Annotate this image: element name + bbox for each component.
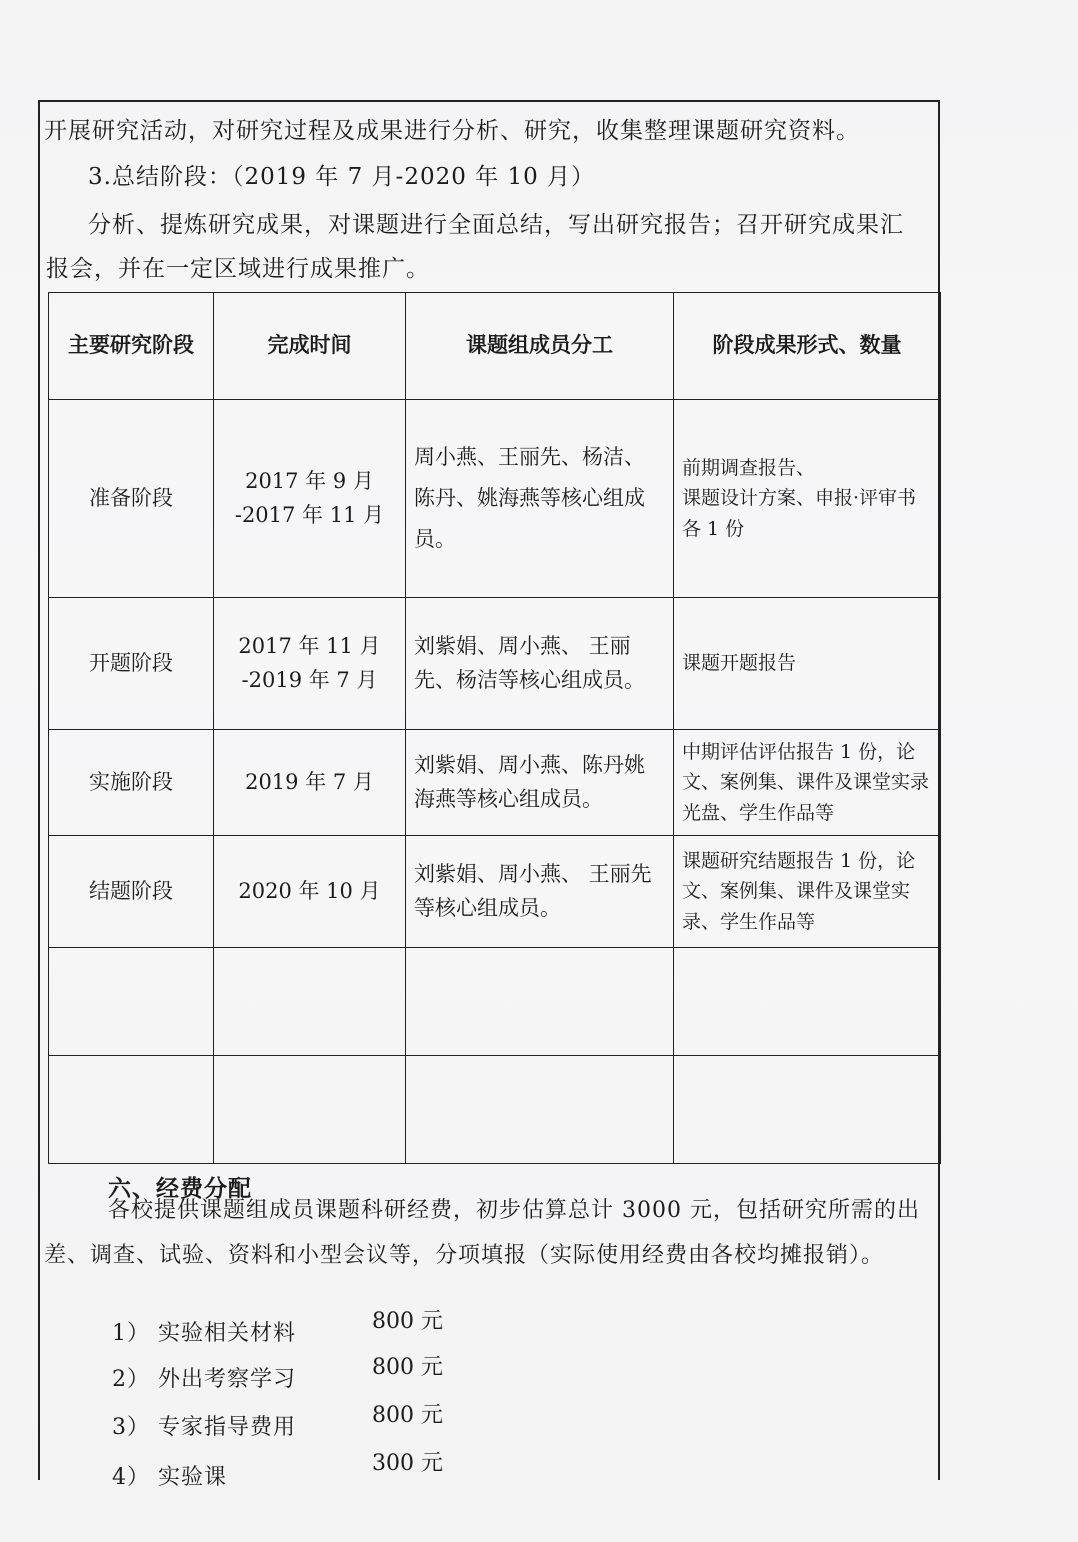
cell-stage: 准备阶段 xyxy=(49,400,214,598)
table-row xyxy=(49,730,941,836)
intro-line-4: 报会，并在一定区域进行成果推广。 xyxy=(46,256,430,282)
table-row xyxy=(49,598,941,730)
cell-members: 周小燕、王丽先、杨洁、陈丹、姚海燕等核心组成员。 xyxy=(406,400,674,598)
budget-item-label: 1） 实验相关材料 xyxy=(112,1321,296,1346)
cell-time: 2017 年 11 月 -2019 年 7 月 xyxy=(214,598,406,730)
table-row xyxy=(49,1056,941,1164)
cell-members xyxy=(406,948,674,1056)
cell-output: 中期评估评估报告 1 份，论文、案例集、课件及课堂实录光盘、学生作品等 xyxy=(674,730,941,836)
header-stage: 主要研究阶段 xyxy=(49,293,214,400)
cell-members: 刘紫娟、周小燕、 王丽先等核心组成员。 xyxy=(406,836,674,948)
intro-line-1: 开展研究活动，对研究过程及成果进行分析、研究，收集整理课题研究资料。 xyxy=(44,118,860,144)
table-row xyxy=(49,948,941,1056)
section-heading-funding: 六、经费分配 xyxy=(108,1176,252,1202)
budget-item-label: 3） 专家指导费用 xyxy=(112,1415,296,1440)
cell-time: 2020 年 10 月 xyxy=(214,836,406,948)
cell-time xyxy=(214,1056,406,1164)
cell-stage: 开题阶段 xyxy=(49,598,214,730)
cell-output: 前期调查报告、 课题设计方案、申报·评审书各 1 份 xyxy=(674,400,941,598)
cell-members: 刘紫娟、周小燕、陈丹姚海燕等核心组成员。 xyxy=(406,730,674,836)
table-row xyxy=(49,836,941,948)
cell-time: 2019 年 7 月 xyxy=(214,730,406,836)
cell-output xyxy=(674,1056,941,1164)
funding-para-2: 差、调查、试验、资料和小型会议等，分项填报（实际使用经费由各校均摊报销）。 xyxy=(44,1243,885,1268)
cell-members: 刘紫娟、周小燕、 王丽先、杨洁等核心组成员。 xyxy=(406,598,674,730)
cell-stage: 结题阶段 xyxy=(49,836,214,948)
header-members: 课题组成员分工 xyxy=(406,293,674,400)
table-header-row xyxy=(49,293,941,400)
cell-stage xyxy=(49,948,214,1056)
budget-item-amount: 800 元 xyxy=(372,1355,443,1380)
intro-line-2: 3.总结阶段：（2019 年 7 月-2020 年 10 月） xyxy=(88,164,596,190)
cell-output: 课题开题报告 xyxy=(674,598,941,730)
intro-line-3: 分析、提炼研究成果，对课题进行全面总结，写出研究报告；召开研究成果汇 xyxy=(88,212,904,238)
header-output: 阶段成果形式、数量 xyxy=(674,293,941,400)
research-plan-table xyxy=(48,292,941,1164)
budget-item-label: 4） 实验课 xyxy=(112,1465,227,1490)
funding-para-1: 各校提供课题组成员课题科研经费，初步估算总计 3000 元，包括研究所需的出 xyxy=(108,1198,920,1223)
budget-item-amount: 800 元 xyxy=(372,1309,443,1334)
cell-stage: 实施阶段 xyxy=(49,730,214,836)
cell-members xyxy=(406,1056,674,1164)
budget-item-amount: 800 元 xyxy=(372,1403,443,1428)
cell-stage xyxy=(49,1056,214,1164)
budget-item-label: 2） 外出考察学习 xyxy=(112,1367,296,1392)
budget-item-amount: 300 元 xyxy=(372,1451,443,1476)
table-row xyxy=(49,400,941,598)
cell-time: 2017 年 9 月 -2017 年 11 月 xyxy=(214,400,406,598)
header-time: 完成时间 xyxy=(214,293,406,400)
cell-time xyxy=(214,948,406,1056)
cell-output xyxy=(674,948,941,1056)
cell-output: 课题研究结题报告 1 份，论文、案例集、课件及课堂实录、学生作品等 xyxy=(674,836,941,948)
